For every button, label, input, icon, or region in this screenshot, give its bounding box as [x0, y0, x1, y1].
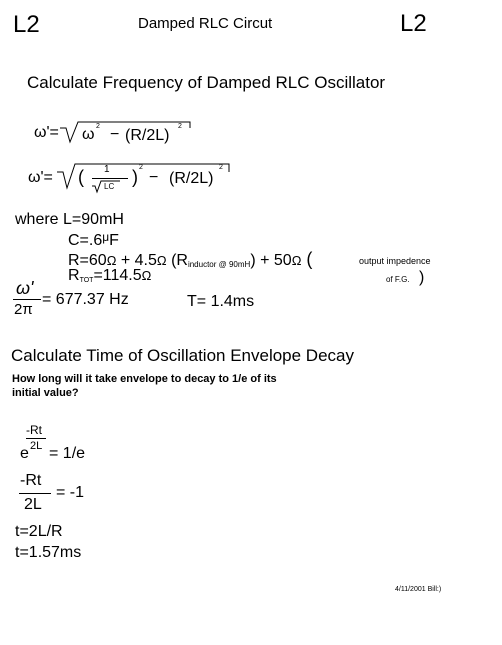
r-inductor-open: (R	[166, 252, 188, 269]
eq2-frac-num: 1	[104, 164, 110, 175]
rtot-ohm: Ω	[141, 268, 152, 283]
micro-symbol: μ	[102, 230, 110, 244]
eq2-term: (R/2L)	[169, 170, 214, 187]
rtot-r: R	[68, 267, 80, 284]
question-line-1: How long will it take envelope to decay to 1/e of its	[12, 373, 277, 385]
eq1-lhs: ω'=	[34, 124, 59, 141]
eq2-frac-den: LC	[104, 182, 115, 191]
section2-heading: Calculate Time of Oscillation Envelope Decay	[11, 346, 354, 365]
eq1-term-exp: 2	[178, 123, 182, 130]
t-formula: t=2L/R	[15, 523, 63, 540]
frac-line	[19, 493, 51, 494]
eq2-minus: −	[149, 169, 159, 186]
eq1-omega-exp: 2	[96, 123, 100, 130]
ohm-symbol-2: Ω	[156, 253, 167, 268]
frac-numerator: -Rt	[20, 472, 42, 489]
section1-heading: Calculate Frequency of Damped RLC Oscillator	[27, 73, 386, 92]
freq-2pi-denominator: 2π	[14, 301, 33, 318]
eq2-frac-line	[92, 178, 128, 179]
fg-open-paren: (	[301, 249, 313, 269]
r-inductor-sub: inductor @ 90mH	[187, 260, 251, 269]
t-value: t=1.57ms	[15, 544, 82, 561]
r-inductor-close: )	[250, 252, 256, 269]
exp-numerator: -Rt	[26, 423, 42, 437]
freq-value: = 677.37 Hz	[42, 291, 129, 308]
eq2-term-exp: 2	[219, 164, 223, 171]
rtot-line	[68, 268, 151, 284]
exp-base-e: e	[20, 445, 29, 462]
eq1-minus: −	[110, 126, 120, 143]
capacitance-value: C=.6	[68, 232, 103, 249]
question-line-2: initial value?	[12, 387, 79, 399]
frac-rhs: = -1	[56, 484, 85, 501]
rtot-sub: TOT	[79, 277, 94, 284]
freq-frac-line	[13, 299, 41, 300]
exp-frac-line	[26, 438, 46, 439]
header-left-label: L2	[13, 11, 40, 38]
ohm-symbol-3: Ω	[291, 253, 302, 268]
r-plus-inductor: + 4.5	[116, 252, 157, 269]
ohm-symbol-1: Ω	[106, 253, 117, 268]
freq-omega-numerator: ω'	[16, 278, 34, 298]
capacitance-line	[68, 231, 119, 249]
eq1-omega: ω	[82, 126, 95, 143]
where-line: where L=90mH	[15, 211, 124, 228]
header-right-label: L2	[400, 10, 427, 37]
page-title: Damped RLC Circut	[138, 15, 273, 32]
eq2-close-paren: )	[132, 167, 138, 187]
exp-denominator: 2L	[30, 440, 43, 452]
eq2-lhs: ω'=	[28, 169, 53, 186]
footer-date: 4/11/2001 Bill:)	[395, 586, 442, 593]
eq1-term: (R/2L)	[125, 127, 170, 144]
eq2-open-paren: (	[78, 167, 84, 187]
r-prefix: R=60	[68, 252, 107, 269]
rtot-value: =114.5	[93, 267, 142, 284]
r-plus-fg: + 50	[255, 252, 292, 269]
frac-denominator: 2L	[24, 496, 42, 513]
fg-close-paren: )	[419, 269, 425, 286]
exp-rhs: = 1/e	[49, 445, 86, 462]
fg-note-2: of F.G.	[386, 275, 410, 284]
eq2-paren-exp: 2	[139, 164, 143, 171]
period-value: T= 1.4ms	[187, 293, 255, 310]
farad-unit: F	[109, 232, 119, 249]
fg-note-1: output impedence	[359, 256, 431, 266]
